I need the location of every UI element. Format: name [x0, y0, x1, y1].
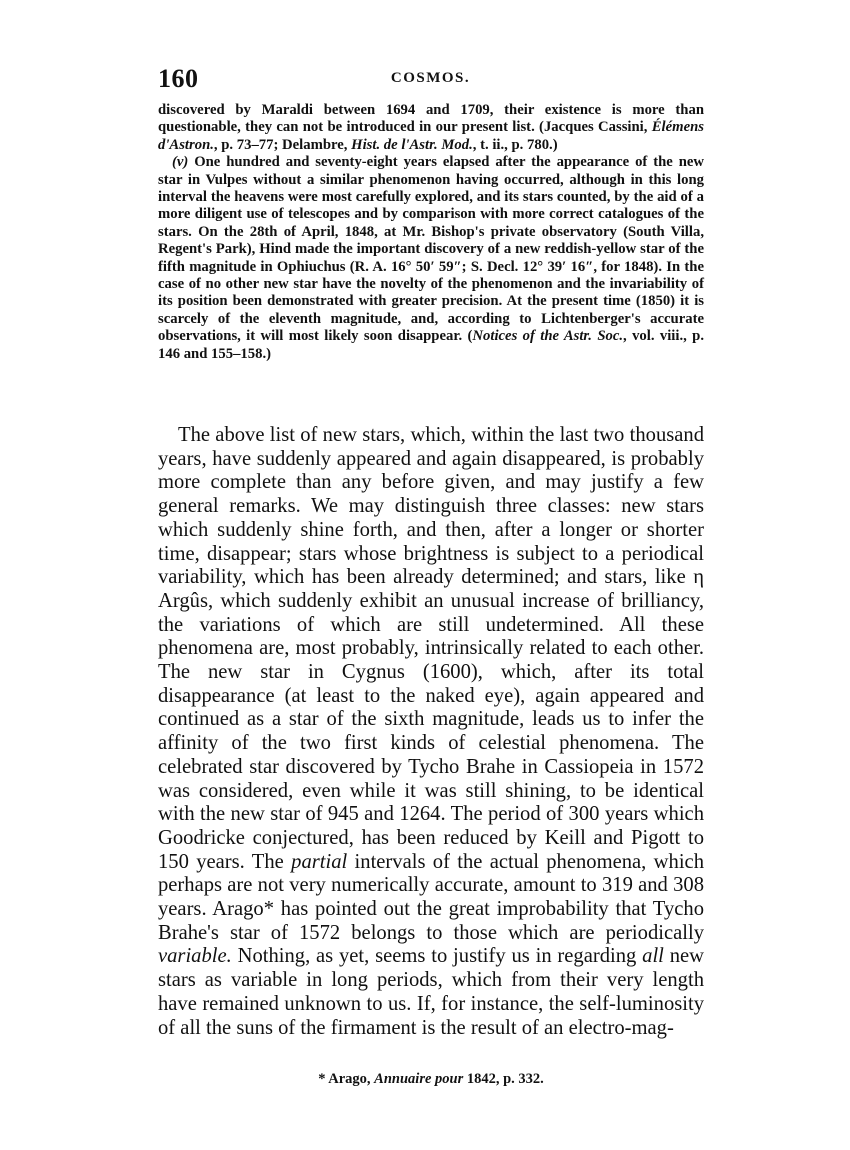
note-paragraph: discovered by Maraldi between 1694 and 1709, their existence is more than questionable, they can not be introduced in our present list. (Jacques Cassini, Élémens d'Astron., p. 73–77; Delambre, Hist. de l'Astr. Mod., t. ii., p. 780.): [158, 102, 704, 153]
page-number: 160: [158, 64, 199, 93]
note-paragraph: (v) One hundred and seventy-eight years elapsed after the appearance of the new star in Vulpes without a similar phenomenon having occurred, although in this long interval the heavens were most carefully explored, and its stars counted, by the aid of a more diligent use of telescopes and by comparison with more correct catalogues of the stars. On the 28th of April, 1848, at Mr. Bishop's private observatory (South Villa, Regent's Park), Hind made the important discovery of a new reddish-yellow star of the fifth magnitude in Ophiuchus (R. A. 16° 50′ 59″; S. Decl. 12° 39′ 16″, for 1848). In the case of no other new star have the novelty of the phenomenon and the invariability of its position been demonstrated with greater precision. At the present time (1850) it is scarcely of the eleventh magnitude, and, according to Lichtenberger's accurate observations, it will most likely soon disappear. (Notices of the Astr. Soc., vol. viii., p. 146 and 155–158.): [158, 154, 704, 362]
body-paragraph: The above list of new stars, which, within the last two thousand years, have suddenly appeared and again disappeared, is probably more complete than any before given, and may justify a few general remarks. We may distinguish three classes: new stars which suddenly shine forth, and then, after a longer or shorter time, disappear; stars whose brightness is subject to a periodical variability, which has been already determined; and stars, like η Argûs, which suddenly exhibit an unusual increase of brilliancy, the variations of which are still undetermined. All these phenomena are, most probably, intrinsically related to each other. The new star in Cygnus (1600), which, after its total disappearance (at least to the naked eye), again appeared and continued as a star of the sixth magnitude, leads us to infer the affinity of the two first kinds of celestial phenomena. The celebrated star discovered by Tycho Brahe in Cassiopeia in 1572 was considered, even while it was still shining, to be identical with the new star of 945 and 1264. The period of 300 years which Goodricke conjectured, has been reduced by Keill and Pigott to 150 years. The partial intervals of the actual phenomena, which perhaps are not very numerically accurate, amount to 319 and 308 years. Arago* has pointed out the great improbability that Tycho Brahe's star of 1572 belongs to those which are periodically variable. Nothing, as yet, seems to justify us in regarding all new stars as variable in long periods, which from their very length have remained unknown to us. If, for instance, the self-luminosity of all the suns of the firmament is the result of an electro-mag-: [158, 424, 705, 1039]
page-header: [158, 64, 703, 98]
note-block: [158, 102, 704, 363]
main-text: [158, 424, 704, 1040]
footnote: * Arago, Annuaire pour 1842, p. 332.: [318, 1071, 544, 1087]
running-title: COSMOS.: [390, 70, 471, 86]
